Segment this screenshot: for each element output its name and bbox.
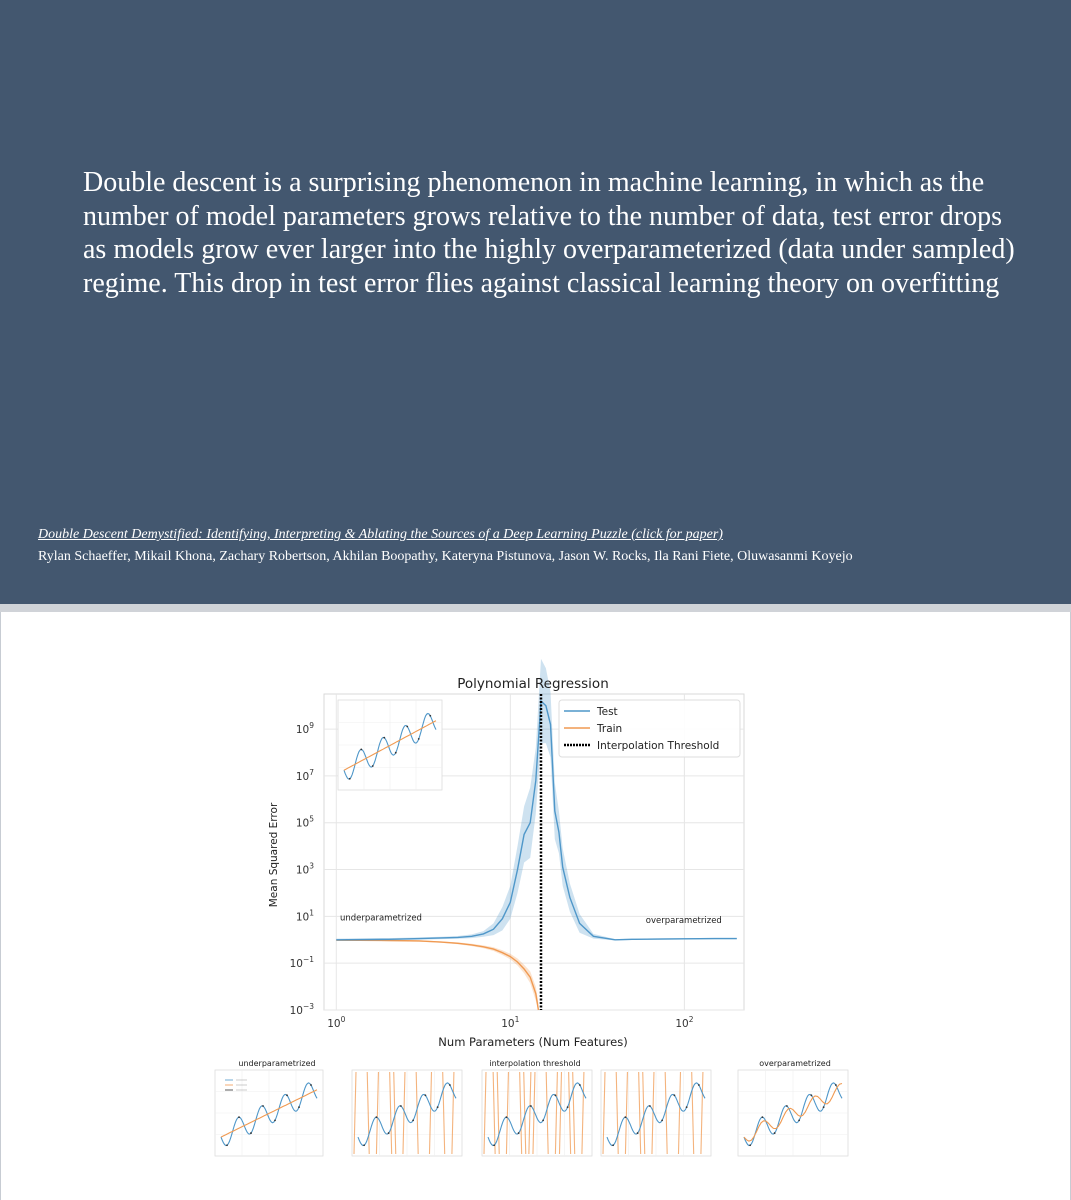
regime-annotation: underparametrized [339, 913, 422, 924]
mini-data-point [518, 1132, 520, 1134]
legend-label: Test [597, 706, 618, 718]
mini-data-point [388, 1132, 390, 1134]
mini-data-point [418, 738, 420, 740]
y-tick-label: $10^7$ [295, 767, 314, 783]
legend-label: Interpolation Threshold [597, 740, 720, 752]
subplot-title: overparametrized [759, 1059, 831, 1068]
x-tick-label: $10^1$ [501, 1015, 520, 1030]
mini-data-point [579, 1084, 581, 1086]
mini-data-point [612, 1144, 614, 1146]
mini-data-point [360, 748, 362, 750]
y-tick-label: $10^{-3}$ [289, 1002, 314, 1017]
mini-data-point [363, 1144, 365, 1146]
mini-data-point [798, 1119, 800, 1121]
chart-title: Polynomial Regression [457, 676, 609, 692]
mini-data-point [250, 1132, 252, 1134]
mini-data-point [624, 1116, 626, 1118]
mini-data-point [429, 715, 431, 717]
mini-data-point [412, 1119, 414, 1121]
y-tick-label: $10^1$ [295, 908, 314, 924]
mini-data-point [554, 1094, 556, 1096]
double-descent-figure [0, 612, 1071, 1200]
mini-plot [482, 1070, 592, 1156]
mini-plot [215, 1070, 323, 1156]
subplot-title: interpolation threshold [489, 1059, 581, 1068]
legend-label: Train [597, 723, 623, 735]
mini-plot [738, 1070, 848, 1156]
mini-data-point [226, 1144, 228, 1146]
mini-data-point [761, 1116, 763, 1118]
y-tick-label: $10^3$ [295, 861, 314, 877]
y-axis-label: Mean Squared Error [268, 802, 280, 908]
plot-area [290, 659, 744, 1030]
x-tick-label: $10^2$ [675, 1015, 694, 1030]
mini-data-point [637, 1132, 639, 1134]
mini-data-point [493, 1144, 495, 1146]
mini-data-point [661, 1119, 663, 1121]
mini-data-point [286, 1094, 288, 1096]
mini-data-point [698, 1084, 700, 1086]
subplot-title: underparametrized [238, 1059, 316, 1068]
mini-data-point [774, 1132, 776, 1134]
legend [559, 700, 740, 757]
mini-data-point [505, 1116, 507, 1118]
mini-data-point [542, 1119, 544, 1121]
mini-data-point [835, 1084, 837, 1086]
mini-data-point [262, 1105, 264, 1107]
mini-data-point [375, 1116, 377, 1118]
mini-data-point [395, 752, 397, 754]
mini-data-point [686, 1106, 688, 1108]
y-tick-label: $10^{-1}$ [289, 955, 314, 971]
paper-authors: Rylan Schaeffer, Mikail Khona, Zachary Robertson, Akhilan Boopathy, Kateryna Pistunova, Jason W. Rocks, Ila Rani Fiete, Oluwasanmi Koyejo [38, 549, 853, 564]
mini-data-point [298, 1106, 300, 1108]
mini-data-point [274, 1119, 276, 1121]
mini-plot [601, 1070, 711, 1156]
mini-data-point [786, 1105, 788, 1107]
bottom-subplots [215, 1059, 848, 1156]
y-tick-label: $10^9$ [295, 721, 314, 737]
mini-data-point [424, 1094, 426, 1096]
mini-data-point [437, 1106, 439, 1108]
mini-data-point [649, 1105, 651, 1107]
mini-plot [338, 700, 442, 790]
mini-data-point [749, 1144, 751, 1146]
mini-data-point [823, 1106, 825, 1108]
mini-data-point [400, 1105, 402, 1107]
mini-data-point [238, 1116, 240, 1118]
y-tick-label: $10^5$ [295, 814, 314, 830]
mini-plot [352, 1070, 462, 1156]
mini-data-point [383, 737, 385, 739]
mini-data-point [530, 1105, 532, 1107]
mini-data-point [349, 778, 351, 780]
mini-data-point [810, 1094, 812, 1096]
mini-data-point [372, 765, 374, 767]
mini-data-point [449, 1084, 451, 1086]
mini-data-point [310, 1084, 312, 1086]
paper-link[interactable]: Double Descent Demystified: Identifying, Interpreting & Ablating the Sources of a Deep Learning Puzzle (click for paper) [38, 527, 723, 542]
headline-text: Double descent is a surprising phenomenon in machine learning, in which as the number of model parameters grows relative to the number of data, test error drops as models grow ever larger into the highly overparameterized (data under sampled) regime. This drop in test error flies against classical learning theory on overfitting [83, 167, 1015, 299]
x-tick-label: $10^0$ [327, 1015, 346, 1030]
mini-data-point [406, 726, 408, 728]
regime-annotation: overparametrized [645, 915, 722, 926]
mini-data-point [673, 1094, 675, 1096]
x-axis-label: Num Parameters (Num Features) [438, 1035, 628, 1049]
banner-divider [0, 604, 1071, 612]
mini-data-point [567, 1106, 569, 1108]
